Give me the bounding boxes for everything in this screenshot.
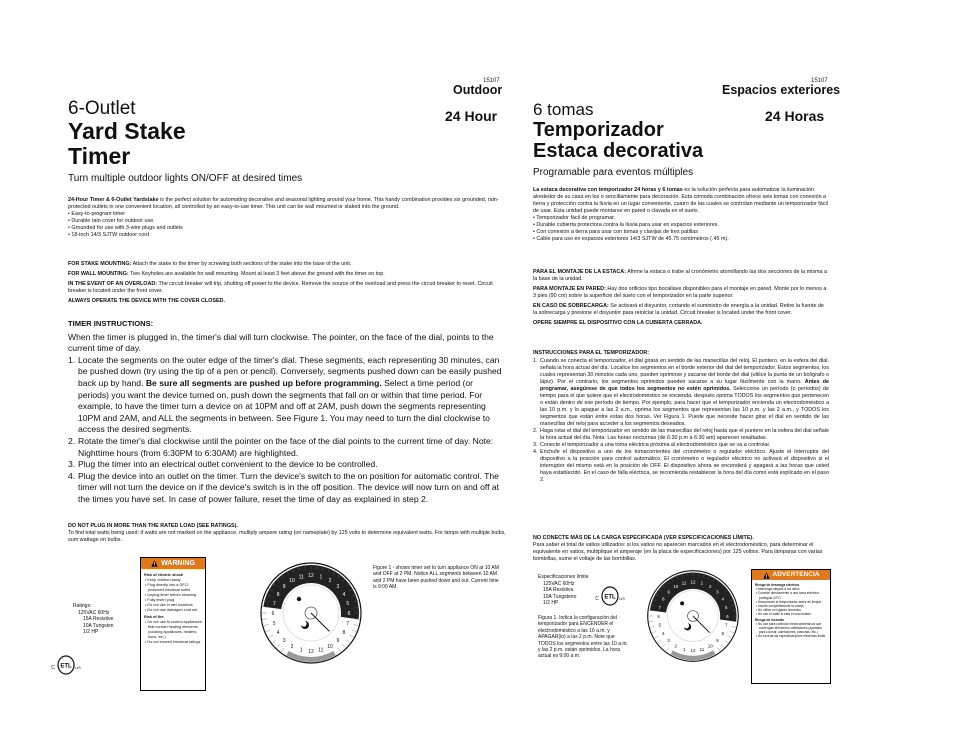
dial-hour-label: 4 xyxy=(721,596,725,602)
en-step2-text: Rotate the timer's dial clockwise until the pointer on the face of the dial points to the current time of day. Note: Nighttime hours (from 6:30PM to 6:30AM) are highlighted. xyxy=(78,435,494,458)
en-warn-list-shock xyxy=(144,578,202,613)
en-step1-text-cont: Select a time period (or periods) you want the device turned on, push down the segments that fall on or within that time period. For example, to have the timer turn a device on at 10PM and off at 2AM, push down the segments representing 10PM and 2AM, and ALL the segments in between. See Figure 1. You may need to turn the dial clockwise to access the desired segments. xyxy=(78,377,490,435)
es-step3-text: Conecte el temporizador a una toma eléctrica próxima al electrodoméstico que se va a controlar. xyxy=(540,442,771,448)
warn-item: • Do not use in wet locations xyxy=(145,603,193,607)
dial-hour-label: 5 xyxy=(346,601,350,608)
en-title-line1: 6-Outlet xyxy=(68,98,136,119)
en-region-label: Outdoor xyxy=(453,83,503,97)
es-step1-text-cont: Seleccione un período (o períodos) de tiempo para el que quiere que el electrodoméstico se encienda, después oprima TODOS los segmentos que pertenecen o están dentro de ese período de tiempo. Por ejemplo, para hacer que el temporizador encienda un electrodoméstico a las 10 p.m. y lo apague a las 2 a.m., oprima los segmentos que representan las 10 p.m. y las 2 a.m., y TODOS los segmentos que están entre estas dos horas. Ver Figura 1. Puede que necesite hacer girar el dial en sentido de las manecillas del reloj para acceder a los segmentos deseados. xyxy=(540,386,829,427)
en-step1-bold: Be sure all segments are pushed up before programming. xyxy=(145,377,382,388)
dial-hour-label: 12 xyxy=(308,573,314,579)
en-instructions xyxy=(68,318,506,506)
es-cert-us: US xyxy=(619,596,625,601)
warn-item: • No exceda las especificaciones eléctricas límite xyxy=(756,634,826,639)
en-step4-text: Plug the device into an outlet on the timer. Turn the device's switch to the on position for automatic control. The timer will not turn the device on if the device's switch is in the off position. The device will now turn on and off at the times you have set. In case of power failure, reset the time of day as explained in step 2. xyxy=(78,470,500,504)
dial-hour-label: 12 xyxy=(690,648,696,654)
es-warn-heading-shock: Riesgo de descarga eléctrica xyxy=(755,583,799,587)
dial-hour-label: 6 xyxy=(347,611,351,617)
es-hours-label: 24 Horas xyxy=(765,108,825,124)
dial-hour-label: 6 xyxy=(657,613,660,619)
dial-hour-label: 5 xyxy=(272,620,276,627)
en-etl-text: ETL xyxy=(60,663,72,670)
dial-hour-label: 10 xyxy=(289,578,295,585)
dial-hour-label: 4 xyxy=(276,630,280,636)
es-model-number: 15107 xyxy=(811,78,828,84)
es-subtitle: Programable para eventos múltiples xyxy=(533,167,694,178)
es-step-2: 2. Haga rotar el dial del temporizador en sentido de las manecillas del reloj hasta que el puntero en la esfera del dial señale la hora actual del día. Nota: Las horas nocturnas (de 6:30 p.m a 6:30 am) aparecen resaltadas. xyxy=(533,428,829,441)
en-title-line3: Timer xyxy=(68,143,131,169)
warn-item: • No utilice en lugares húmedos xyxy=(756,608,801,613)
dial-hour-label: 11 xyxy=(699,647,705,653)
dial-hour-label: 2 xyxy=(674,643,678,649)
en-overload-label: IN THE EVENT OF AN OVERLOAD: xyxy=(68,281,158,287)
en-step-1: 1. Locate the segments on the outer edge of the timer's dial. These segments, each representing 30 minutes, can be pushed down (try using the tip of a pen or pencil). Conversely, segments pushed down can be easily pushed back up by hand. Be sure all segments are pushed up before programming. Select a time period (or periods) you want the device turned on, push down the segments that fall on or within that time period. For example, to have the timer turn a device on at 10PM and off at 2AM, push down the segments representing 10PM and 2AM, and ALL the segments in between. See Figure 1. You may need to turn the dial clockwise to access the desired segments. xyxy=(68,354,502,435)
en-warning-label xyxy=(140,557,206,691)
es-title-line1: 6 tomas xyxy=(533,100,594,119)
dial-hour-label: 3 xyxy=(667,638,670,644)
es-step-3: 3. Conecte el temporizador a una toma eléctrica próxima al electrodoméstico que se va a controlar. xyxy=(533,442,771,448)
dial-hour-label: 2 xyxy=(290,643,294,650)
es-bullet: • Temporizador fácil de programar. xyxy=(533,215,616,221)
en-title-line2: Yard Stake xyxy=(68,118,186,144)
es-rating: 15A Resistiva xyxy=(543,587,574,593)
dial-hour-label: 9 xyxy=(282,584,286,591)
en-warning-header xyxy=(141,558,205,569)
en-instr-head: TIMER INSTRUCTIONS: xyxy=(68,319,154,328)
es-intro-bold: La estaca decorativa con temporizador 24 horas y 6 tomas xyxy=(533,187,683,193)
en-ratings xyxy=(73,603,114,636)
en-cert-c: C xyxy=(51,665,55,671)
es-warning-label xyxy=(751,569,831,684)
dial-hour-label: 12 xyxy=(308,649,314,655)
warn-item: • Keep children away xyxy=(145,578,181,582)
dial-hour-label: 6 xyxy=(271,611,275,617)
warn-item: • Do not use to control appliances that contain heating elements (cooking appliances, heaters, irons, etc.) xyxy=(145,620,202,639)
en-mounting-block xyxy=(68,261,504,305)
warning-triangle-icon xyxy=(763,572,770,579)
es-instructions xyxy=(533,350,829,484)
dial-hour-label: 9 xyxy=(667,589,670,595)
en-instr-intro: When the timer is plugged in, the timer's dial will turn clockwise. The pointer, on the face of the dial, points to the current time of day. xyxy=(68,331,494,354)
es-timer-dial xyxy=(645,568,741,664)
es-warning-header xyxy=(752,570,830,580)
dial-hour-label: 1 xyxy=(682,647,686,653)
es-bullet: • Con conexión a tierra para usar con tomas y clavijas de tres patillas xyxy=(533,229,698,235)
es-title xyxy=(533,100,703,162)
en-rating: 1/2 HP xyxy=(83,629,99,635)
en-etl-certification-mark xyxy=(50,654,82,676)
en-rating: 15A Resistive xyxy=(83,616,114,622)
es-rating: 1/2 HP xyxy=(543,600,559,606)
es-title-line3: Estaca decorativa xyxy=(533,140,704,162)
dial-hour-label: 2 xyxy=(708,584,712,590)
dial-hour-label: 1 xyxy=(299,647,303,654)
en-warn-heading-shock: Risk of electric shock xyxy=(144,573,184,577)
warn-item: • Conecte directamente a una toma eléctrica protegida GFCI xyxy=(756,591,819,600)
dial-hour-label: 10 xyxy=(707,643,713,649)
es-overload-text: Se activará el disyuntor, cortando el suministro de energía a la unidad. Retire la fuente de la sobrecarga y presione el disyuntor para reiniciar la unidad. Circuit breaker is located under the front cover. xyxy=(533,303,824,316)
en-model-number: 15107 xyxy=(483,78,500,84)
es-rating: 125VAC 60Hz xyxy=(543,580,575,587)
sun-icon xyxy=(680,601,684,605)
es-step1-text: Cuando se conecta el temporizador, el dial girará en sentido de las manecillas del reloj. El puntero, en la esfera del dial, señala la hora actual del día. Localice los segmentos en el borde exterior del dial del temporizador. Estos segmentos, los cuales representan 30 minutos cada uno, pueden oprimirse y sacarse del borde del dial (utilice la punta de un bolígrafo o lápiz). Por el contrario, los segmentos oprimidos pueden sacarse a su lugar fácilmente con la mano. xyxy=(540,358,829,385)
en-rating: 10A Tungsten xyxy=(83,622,114,629)
en-stake-text: Attach the stake to the timer by screwing both sections of the stake into the base of the unit. xyxy=(131,261,352,267)
es-step2-text: Haga rotar el dial del temporizador en sentido de las manecillas del reloj hasta que el puntero en la esfera del dial señale la hora actual del día. Nota: Las horas nocturnas (de 6:30 p.m a 6:30 am) aparecen resaltadas. xyxy=(540,428,829,441)
en-overload-text: The circuit breaker will trip, shutting off power to the device. Remove the source of the overload and press the circuit breaker to reset. Circuit breaker is located under the front cover. xyxy=(68,281,493,294)
en-intro-block xyxy=(68,197,504,239)
en-notplug-bold: DO NOT PLUG IN MORE THAN THE RATED LOAD (SEE RATINGS). xyxy=(68,523,238,529)
en-step-2: 2. Rotate the timer's dial clockwise until the pointer on the face of the dial points to the current time of day. Note: Nighttime hours (from 6:30PM to 6:30AM) are highlighted. xyxy=(68,435,494,458)
dial-hour-label: 7 xyxy=(346,620,350,627)
es-rating: 10A Tungsteno xyxy=(543,593,577,600)
es-intro-text: es la solución perfecta para automatizar la iluminación alrededor de su casa en los o sencillamente para decoración. Esta cómoda combinación ofrece seis tomas con conexión a tierra y protección contra la lluvia en un lugar conveniente, cuatro de las cuales se controlan mediante un temporizador fácil de usar. Esta unidad puede montarse en pared o clavada en el suelo. xyxy=(533,187,828,214)
es-bullet: • Durable cubierta protectora contra la lluvia para usar en espacios exteriores. xyxy=(533,222,719,228)
dial-hour-label: 5 xyxy=(724,604,728,610)
es-figure-caption: Figura 1. Indica la configuración del temporizador para ENCENDER el electrodoméstico a las 10 a.m. y APAGAR(lo) a las 2 p.m. Note que TODOS los segmentos entre las 10 a.m. y las 2 p.m. están oprimidos. La hora actual es 9:00 a.m. xyxy=(538,615,628,660)
es-load-notice xyxy=(533,535,829,563)
dial-hour-label: 7 xyxy=(724,622,728,628)
en-timer-dial xyxy=(258,560,364,666)
en-wall-text: Two Keyholes are available for wall mounting. Mount at least 3 feet above the ground with the timer on top. xyxy=(128,271,385,277)
es-title-line2: Temporizador xyxy=(533,119,664,141)
es-step1-bold: Antes de programar, asegúrese de que todos los segmentos no estén oprimidos. xyxy=(540,379,829,392)
es-warn-list-fire xyxy=(755,622,827,639)
en-subtitle: Turn multiple outdoor lights ON/OFF at desired times xyxy=(68,173,303,184)
en-bullet: • Durable rain cover for outdoor use. xyxy=(68,218,155,224)
en-step3-text: Plug the timer into an electrical outlet convenient to the device to be controlled. xyxy=(78,459,378,470)
en-intro-bold: 24-Hour Timer & 6-Outlet Yardstake xyxy=(68,197,159,203)
en-figure-caption: Figure 1 - shows timer set to turn appliance ON at 10 AM and OFF at 2 PM. Notice ALL segments between 10 AM and 2 PM have been pushed down and out. Current time is 9:00 AM. xyxy=(373,565,499,591)
en-load-notice xyxy=(68,523,506,544)
warn-item: • No use para controlar electrodomésticos que contengan elementos calefactores (aparatos para cocinar, calefactores, planchas, etc.) xyxy=(756,621,822,635)
dial-hour-label: 7 xyxy=(658,604,662,610)
en-cert-us: US xyxy=(75,665,81,670)
dial-hour-label: 9 xyxy=(716,638,719,644)
es-intro-block xyxy=(533,187,829,243)
en-notplug-text: To find total watts being used: if watts are not marked on the appliance, multiply ampere rating (on nameplate) by 125 volts to determine equivalent watts. For lamps with multiple bulbs, sum wattage on bulbs. xyxy=(68,530,506,543)
dial-hour-label: 4 xyxy=(661,631,665,637)
dial-hour-label: 1 xyxy=(319,574,323,581)
es-region-label: Espacios exteriores xyxy=(722,83,841,97)
es-wall-label: PARA MONTAJE EN PARED: xyxy=(533,286,606,292)
es-warn-heading-fire: Riesgo de incendio xyxy=(755,617,785,622)
warn-item: • Plug directly into a GFCI protected electrical outlet xyxy=(145,583,191,592)
dial-hour-label: 4 xyxy=(342,592,346,598)
en-always-notice: ALWAYS OPERATE THE DEVICE WITH THE COVER CLOSED. xyxy=(68,298,225,304)
es-ratings xyxy=(538,574,589,607)
en-warn-heading-fire: Risk of fire xyxy=(144,615,164,619)
dial-hour-label: 5 xyxy=(658,622,662,628)
en-title xyxy=(68,98,186,169)
dial-hour-label: 6 xyxy=(726,613,729,619)
es-stake-label: PARA EL MONTAJE DE LA ESTACA: xyxy=(533,269,626,275)
es-etl-certification-mark xyxy=(594,585,626,607)
es-notplug-text: Para saber el total de vatios utilizados: si los vatios no aparecen marcados en el electrodoméstico, para determinar el equivalente en vatios, multiplique el amperaje (en la placa de especificaciones) por 125 voltios. Para lámparas con varias bombillas, sume el voltaje de las bombillas. xyxy=(533,542,823,562)
es-notplug-bold: NO CONECTE MÁS DE LA CARGA ESPECIFICADA (VER ESPECIFICACIONES LÍMITE). xyxy=(533,535,754,541)
dial-hour-label: 8 xyxy=(276,592,280,598)
en-step-3: 3. Plug the timer into an electrical outlet convenient to the device to be controlled. xyxy=(68,459,378,470)
es-step-4: 4. Enchufe el dispositivo a uno de los tomacorrientes del cronómetro o regulador eléctrico. Ajuste el interruptor del dispositivo a la posición para control automático. El cronómetro o regulador eléctrico no activará el dispositivo si el interruptor del mismo está en la posición de OFF. El dispositivo ahora se encenderá y apagará a las horas que usted haya establecido. En el caso de falla eléctrica, se recomienda restablecer la hora del día como está explicado en el paso 2. xyxy=(533,449,829,483)
dial-hour-label: 9 xyxy=(336,637,340,644)
en-bullet: • Grounded for use with 3-wire plugs and outlets xyxy=(68,225,183,231)
en-ratings-head: Ratings: xyxy=(73,603,92,609)
es-always-notice: OPERE SIEMPRE EL DISPOSITIVO CON LA CUBIERTA CERRADA. xyxy=(533,320,703,326)
en-hours-label: 24 Hour xyxy=(445,108,498,124)
dial-hour-label: 3 xyxy=(716,589,719,595)
warn-item: • Unplug timer before cleaning xyxy=(145,593,196,597)
en-bullet: • 18-inch 14/3 SJTW outdoor cord xyxy=(68,232,149,238)
es-mounting-block xyxy=(533,269,829,327)
es-step-1: 1. Cuando se conecta el temporizador, el dial girará en sentido de las manecillas del reloj. El puntero, en la esfera del dial, señala la hora actual del día. Localice los segmentos en el borde exterior del dial del temporizador. Estos segmentos, los cuales representan 30 minutos cada uno, pueden oprimirse y sacarse del borde del dial (utilice la punta de un bolígrafo o lápiz). Por el contrario, los segmentos oprimidos pueden sacarse a su lugar fácilmente con la mano. Antes de programar, asegúrese de que todos los segmentos no estén oprimidos. Seleccione un período (o períodos) de tiempo para el que quiere que el electrodoméstico se encienda, después oprima TODOS los segmentos que pertenecen o están dentro de ese período de tiempo. Por ejemplo, para hacer que el temporizador encienda un electrodoméstico a las 10 p.m. y lo apague a las 2 a.m., oprima los segmentos que representan las 10 p.m. y las 2 a.m., y TODOS los segmentos que están entre estas dos horas. Ver Figura 1. Puede que necesite hacer girar el dial en sentido de las manecillas del reloj para acceder a los segmentos deseados. xyxy=(533,358,829,427)
es-etl-text: ETL xyxy=(604,594,616,601)
warn-item: • Fully insert plug xyxy=(145,598,174,602)
dial-hour-label: 8 xyxy=(661,596,665,602)
es-stake-text: Afirme la estaca o trabe al cronómetro atornillando las dos secciones de la misma a la base de la unidad. xyxy=(533,269,828,282)
dial-hour-label: 8 xyxy=(721,631,725,637)
warn-item: • Desconecte el temporizador antes de limpiar xyxy=(756,599,822,604)
en-stake-label: FOR STAKE MOUNTING: xyxy=(68,261,132,267)
dial-hour-label: 3 xyxy=(282,637,286,644)
en-step-4: 4. Plug the device into an outlet on the timer. Turn the device's switch to the on position for automatic control. The timer will not turn the device on if the device's switch is in the off position. The device will now turn on and off at the times you have set. In case of power failure, reset the time of day as explained in step 2. xyxy=(68,470,500,504)
es-warn-list-shock xyxy=(755,587,827,616)
es-instr-head: INSTRUCCIONES PARA EL TEMPORIZADOR: xyxy=(533,350,650,356)
sun-icon xyxy=(297,597,301,601)
dial-hour-label: 12 xyxy=(690,579,696,585)
en-intro-text: is the perfect solution for automating decorative and seasonal lighting around your home. This handy combination provides six grounded, rain-protected outlets in one convenient location, all controlled by an easy-to-use timer. This unit can be wall mounted or staked into the ground. xyxy=(68,197,499,210)
en-step1-text: Locate the segments on the outer edge of the timer's dial. These segments, each representing 30 minutes, can be pushed down (try using the tip of a pen or pencil). Conversely, segments pushed down can be easily pushed back up by hand. xyxy=(78,354,502,388)
en-bullet: • Easy-to-program timer xyxy=(68,211,126,217)
dial-hour-label: 3 xyxy=(336,584,340,591)
en-wall-label: FOR WALL MOUNTING: xyxy=(68,271,129,277)
dial-hour-label: 2 xyxy=(328,578,332,585)
warn-item: • Inserte completamente la clavija xyxy=(756,604,804,609)
en-warning-title: WARNING xyxy=(161,560,195,567)
en-warn-list-fire xyxy=(144,620,202,645)
warn-item: • No use el cable si está en mal estado xyxy=(756,612,811,617)
warn-item: • Do not use damaged cord set xyxy=(145,608,198,612)
es-overload-label: EN CASO DE SOBRECARGA: xyxy=(533,303,609,309)
dial-hour-label: 11 xyxy=(318,647,324,654)
es-wall-text: Hay dos orificios tipo bocallave disponibles para el montaje en pared. Monte por lo menos a 3 pies (90 cm) sobre la superficie del suelo con el temporizador en la parte superior. xyxy=(533,286,827,299)
es-ratings-head: Especificaciones límite xyxy=(538,574,589,580)
es-warning-title: ADVERTENCIA xyxy=(772,570,820,578)
warning-triangle-icon xyxy=(151,560,158,567)
warn-item: • Mantenga alejado a los niños xyxy=(756,587,800,592)
dial-hour-label: 11 xyxy=(298,574,304,581)
dial-hour-label: 10 xyxy=(327,643,333,650)
es-step4-text: Enchufe el dispositivo a uno de los tomacorrientes del cronómetro o regulador eléctrico. Ajuste el interruptor del dispositivo a la posición para control automático. El cronómetro o regulador eléctrico no activará el dispositivo si el interruptor del mismo está en la posición de OFF. El dispositivo ahora se encenderá y apagará a las horas que usted haya establecido. En el caso de falla eléctrica, se recomienda restablecer la hora del día como está explicado en el paso 2. xyxy=(540,449,829,483)
es-bullet: • Cable para uso en espacios exteriores 14/3 SJTW de 45.75 centímetros (.45 m). xyxy=(533,236,729,242)
en-rating: 125VAC 60Hz xyxy=(78,609,110,616)
dial-hour-label: 1 xyxy=(700,580,704,586)
es-cert-c: C xyxy=(595,596,599,602)
dial-hour-label: 7 xyxy=(272,601,276,608)
dial-hour-label: 11 xyxy=(681,580,687,586)
dial-hour-label: 8 xyxy=(342,630,346,636)
warn-item: • Do not exceed electrical ratings xyxy=(145,640,201,644)
dial-hour-label: 10 xyxy=(673,584,679,590)
